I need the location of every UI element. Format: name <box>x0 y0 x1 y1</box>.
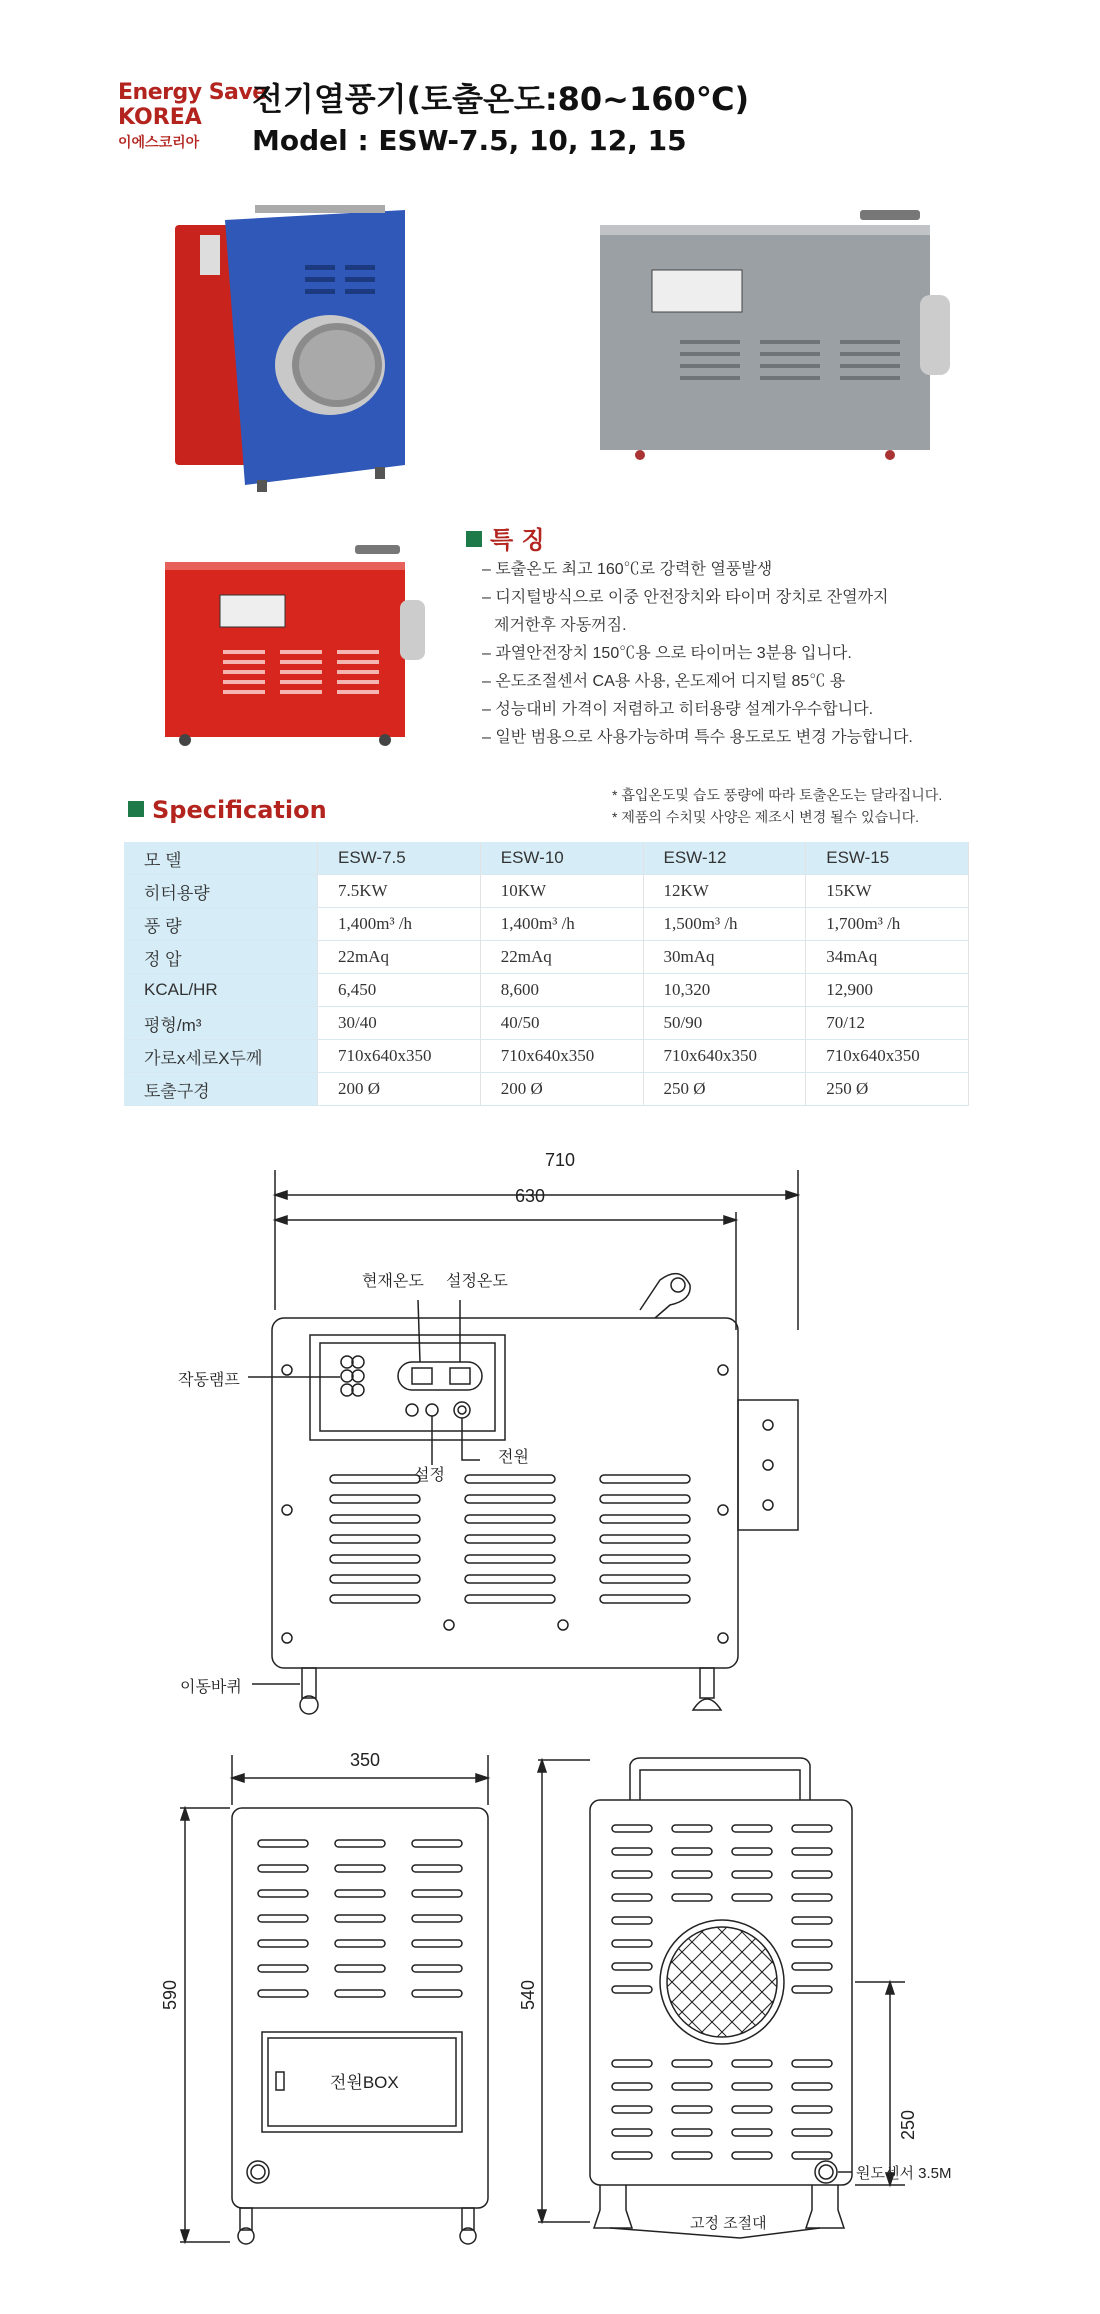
table-cell: 710x640x350 <box>806 1040 969 1073</box>
table-row <box>124 1073 969 1106</box>
feature-item: – 성능대비 가격이 저렴하고 히터용량 설계가우수합니다. <box>482 696 1042 724</box>
table-cell: 30mAq <box>643 941 806 974</box>
table-cell: 250 Ø <box>643 1073 806 1106</box>
table-cell: 1,700m³ /h <box>806 908 969 941</box>
table-cell: 50/90 <box>643 1007 806 1040</box>
table-cell: 200 Ø <box>480 1073 643 1106</box>
table-cell: 6,450 <box>318 974 481 1007</box>
table-cell: ESW-7.5 <box>318 842 481 875</box>
note-line: * 제품의 수치및 사양은 제조시 변경 될수 있습니다. <box>612 809 920 825</box>
label-set-temp: 설정온도 <box>446 1273 508 1290</box>
dim-630: 630 <box>515 1186 546 1206</box>
page-title: 전기열풍기(토출온도:80~160℃) <box>252 80 750 118</box>
model-line: Model : ESW-7.5, 10, 12, 15 <box>252 124 687 157</box>
feature-item: – 과열안전장치 150℃용 으로 타이머는 3분용 입니다. <box>482 640 1042 668</box>
feature-item: – 온도조절센서 CA용 사용, 온도제어 디지털 85℃ 용 <box>482 668 1042 696</box>
table-cell: 22mAq <box>318 941 481 974</box>
table-row <box>124 1007 969 1040</box>
logo-line2: KOREA <box>118 105 202 130</box>
table-cell: ESW-10 <box>480 842 643 875</box>
bullet-square-icon <box>466 531 482 547</box>
dim-710: 710 <box>545 1150 576 1170</box>
table-cell: 12,900 <box>806 974 969 1007</box>
table-cell: 8,600 <box>480 974 643 1007</box>
note-line: * 흡입온도및 습도 풍량에 따라 토출온도는 달라집니다. <box>612 787 943 803</box>
table-cell: ESW-12 <box>643 842 806 875</box>
table-row <box>124 1040 969 1073</box>
power-box-label: 전원BOX <box>330 2073 399 2092</box>
table-row <box>124 875 969 908</box>
table-row <box>124 974 969 1007</box>
table-cell: 34mAq <box>806 941 969 974</box>
table-cell: 710x640x350 <box>480 1040 643 1073</box>
sensor-label: 원도센서 3.5M <box>856 2165 952 2182</box>
table-cell: KCAL/HR <box>124 974 318 1007</box>
table-cell: 1,500m³ /h <box>643 908 806 941</box>
table-cell: 가로x세로X두께 <box>124 1040 318 1073</box>
spec-heading <box>128 796 327 824</box>
table-cell: 정 압 <box>124 941 318 974</box>
table-cell: 1,400m³ /h <box>480 908 643 941</box>
table-cell: 7.5KW <box>318 875 481 908</box>
feature-item: – 토출온도 최고 160℃로 강력한 열풍발생 <box>482 556 1042 584</box>
side-back-view-drawing <box>0 1740 1100 2280</box>
front-view-drawing <box>0 1140 1100 1720</box>
logo-line3: 이에스코리아 <box>118 135 200 151</box>
product-photo-blue <box>165 205 425 495</box>
table-cell: 모 델 <box>124 842 318 875</box>
table-cell: ESW-15 <box>806 842 969 875</box>
spec-table <box>124 842 969 1106</box>
table-cell: 히터용량 <box>124 875 318 908</box>
features-heading-text: 특 징 <box>490 526 545 554</box>
table-cell: 15KW <box>806 875 969 908</box>
table-cell: 40/50 <box>480 1007 643 1040</box>
features-list <box>482 556 1042 752</box>
label-power: 전원 <box>498 1449 529 1466</box>
table-cell: 22mAq <box>480 941 643 974</box>
spec-heading-text: Specification <box>152 796 327 824</box>
table-cell: 70/12 <box>806 1007 969 1040</box>
table-cell: 평형/m³ <box>124 1007 318 1040</box>
table-header-row <box>124 842 969 875</box>
table-cell: 12KW <box>643 875 806 908</box>
table-cell: 710x640x350 <box>643 1040 806 1073</box>
table-cell: 710x640x350 <box>318 1040 481 1073</box>
feature-item: 제거한후 자동꺼짐. <box>494 617 627 634</box>
label-set: 설정 <box>414 1467 445 1484</box>
dim-350: 350 <box>350 1750 381 1770</box>
dim-540: 540 <box>518 1979 538 2010</box>
table-cell: 10,320 <box>643 974 806 1007</box>
label-lamp: 작동램프 <box>178 1372 240 1389</box>
bullet-square-icon <box>128 801 144 817</box>
table-cell: 토출구경 <box>124 1073 318 1106</box>
features-heading <box>466 520 545 555</box>
table-cell: 10KW <box>480 875 643 908</box>
table-row <box>124 941 969 974</box>
label-wheel: 이동바퀴 <box>180 1679 242 1696</box>
label-current-temp: 현재온도 <box>362 1273 424 1290</box>
feature-item: – 일반 범용으로 사용가능하며 특수 용도로도 변경 가능합니다. <box>482 724 1042 752</box>
logo-line1: Energy Save <box>118 80 267 105</box>
dim-590: 590 <box>160 1979 180 2010</box>
table-cell: 1,400m³ /h <box>318 908 481 941</box>
spec-notes <box>612 784 942 828</box>
stand-label: 고정 조절대 <box>690 2215 767 2232</box>
dim-250: 250 <box>898 2109 918 2140</box>
product-photo-gray <box>590 205 950 465</box>
table-cell: 200 Ø <box>318 1073 481 1106</box>
table-cell: 30/40 <box>318 1007 481 1040</box>
table-cell: 250 Ø <box>806 1073 969 1106</box>
table-cell: 풍 량 <box>124 908 318 941</box>
table-row <box>124 908 969 941</box>
feature-item: – 디지털방식으로 이중 안전장치와 타이머 장치로 잔열까지 <box>482 584 1042 612</box>
product-photo-red <box>155 540 425 750</box>
